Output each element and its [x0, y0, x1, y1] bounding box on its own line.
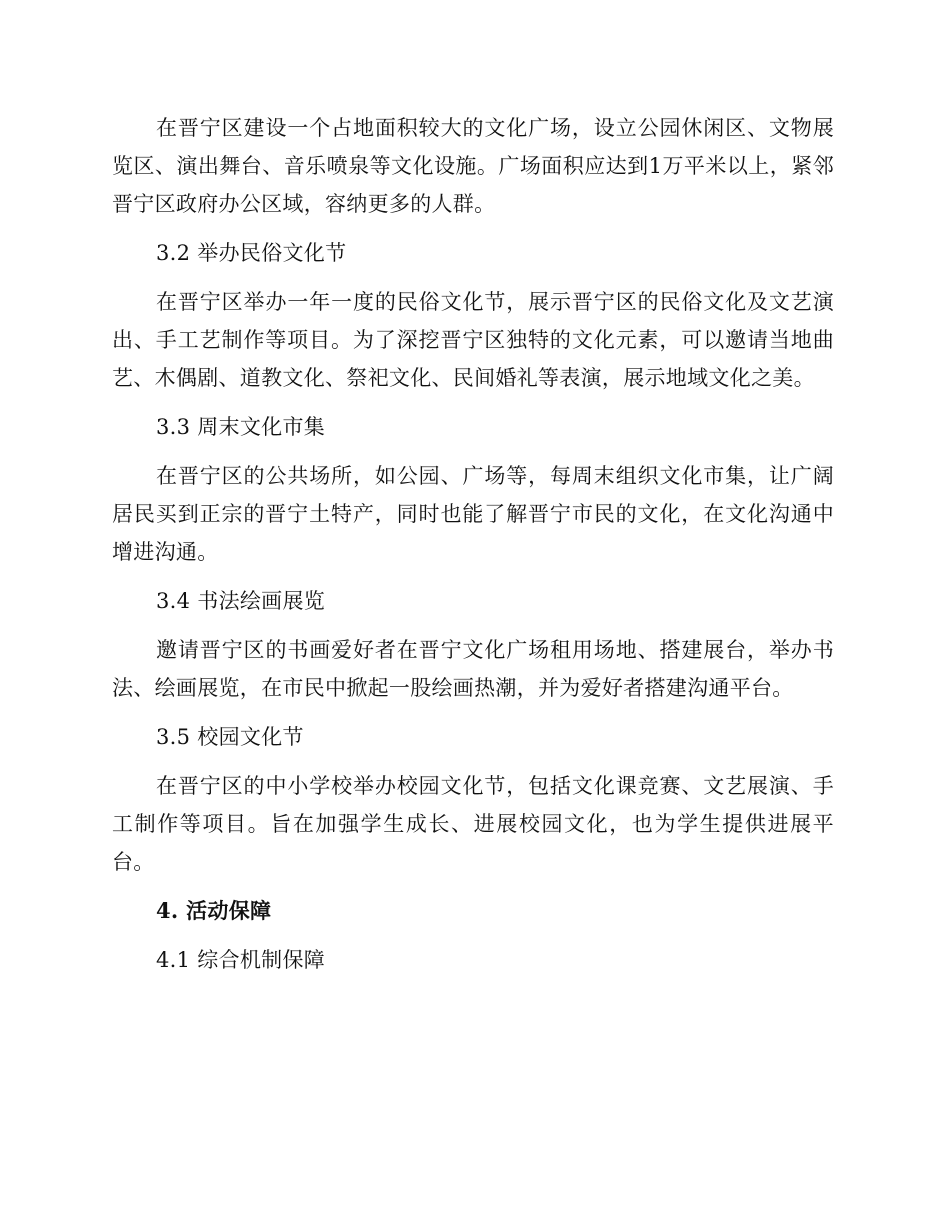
document-body [112, 109, 834, 979]
paragraph-culture-square: 在晋宁区建设一个占地面积较大的文化广场，设立公园休闲区、文物展览区、演出舞台、音乐喷泉等文化设施。广场面积应达到1万平米以上，紧邻晋宁区政府办公区域，容纳更多的人群。 [112, 116, 834, 216]
paragraph-folk-festival: 在晋宁区举办一年一度的民俗文化节，展示晋宁区的民俗文化及文艺演出、手工艺制作等项目。为了深挖晋宁区独特的文化元素，可以邀请当地曲艺、木偶剧、道教文化、祭祀文化、民间婚礼等表演，展示地域文化之美。 [112, 290, 834, 390]
section-heading-3-5: 3.5 校园文化节 [156, 725, 304, 749]
paragraph-campus-festival: 在晋宁区的中小学校举办校园文化节，包括文化课竞赛、文艺展演、手工制作等项目。旨在加强学生成长、进展校园文化，也为学生提供进展平台。 [112, 774, 834, 874]
section-heading-3-2: 3.2 举办民俗文化节 [156, 241, 347, 265]
section-heading-3-4: 3.4 书法绘画展览 [156, 589, 326, 613]
paragraph-calligraphy-exhibition: 邀请晋宁区的书画爱好者在晋宁文化广场租用场地、搭建展台，举办书法、绘画展览，在市民中掀起一股绘画热潮，并为爱好者搭建沟通平台。 [112, 638, 834, 700]
section-heading-4: 4. 活动保障 [156, 898, 272, 923]
section-heading-4-1: 4.1 综合机制保障 [156, 948, 326, 972]
paragraph-weekend-market: 在晋宁区的公共场所，如公园、广场等，每周末组织文化市集，让广阔居民买到正宗的晋宁土特产，同时也能了解晋宁市民的文化，在文化沟通中增进沟通。 [112, 464, 834, 564]
section-heading-3-3: 3.3 周末文化市集 [156, 415, 326, 439]
